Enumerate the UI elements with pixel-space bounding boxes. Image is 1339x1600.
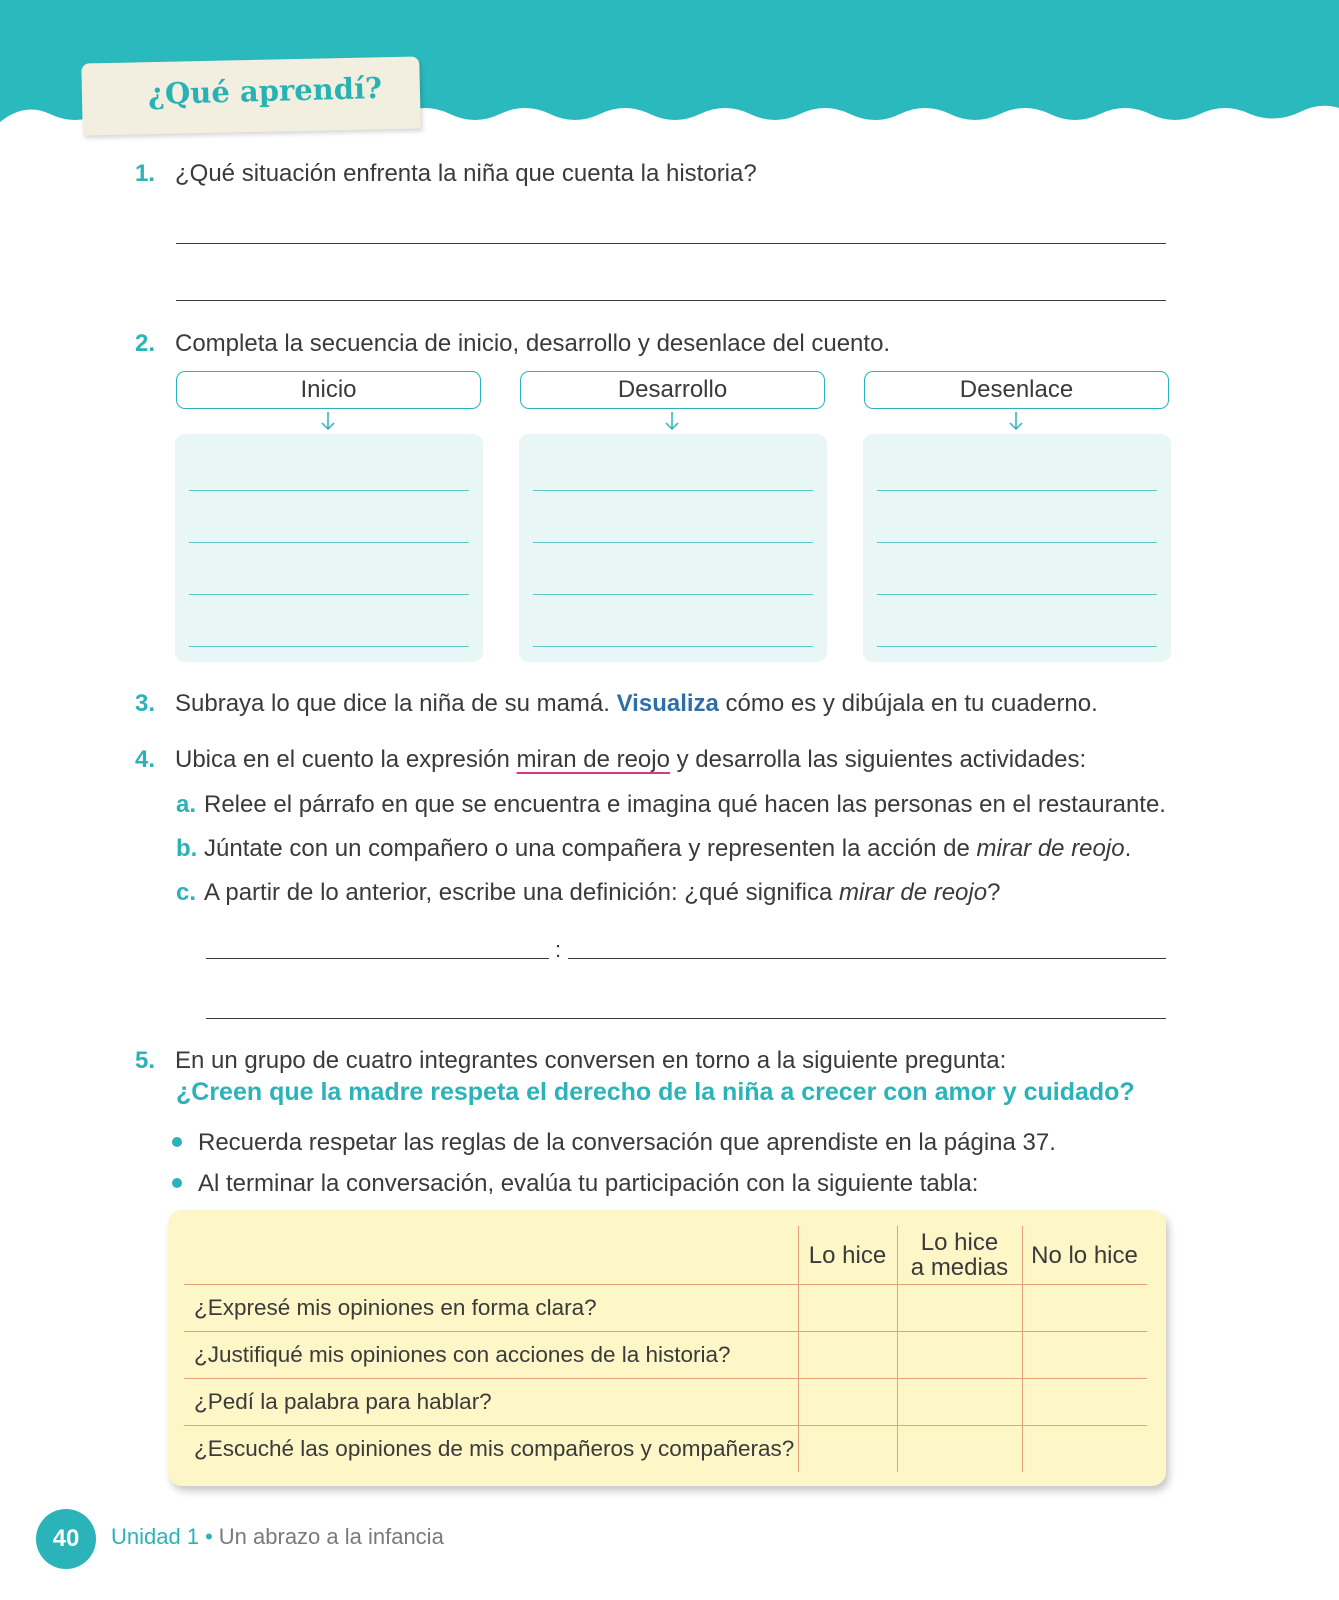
question-5 [135,1047,1006,1075]
definition-line[interactable] [568,958,1166,959]
definition-line[interactable] [206,1018,1166,1019]
question-number: 4. [135,746,156,773]
row-question: ¿Pedí la palabra para hablar? [184,1379,798,1426]
checkbox-cell[interactable] [1022,1285,1147,1332]
writing-line [533,594,813,595]
checkbox-cell[interactable] [798,1426,897,1473]
punctuation: ? [987,879,1001,906]
checkbox-cell[interactable] [798,1285,897,1332]
bullet-item [172,1129,1056,1157]
writing-line [533,542,813,543]
table-row [184,1379,1147,1426]
answer-line[interactable] [176,243,1166,244]
header-line-2: a medias [910,1254,1009,1281]
bullet-dot [172,1137,182,1147]
bullet-text: Recuerda respetar las reglas de la conversación que aprendiste en la página 37. [198,1129,1056,1156]
checkbox-cell[interactable] [1022,1426,1147,1473]
checkbox-cell[interactable] [897,1285,1022,1332]
writing-line [877,646,1157,647]
header-line-1: Lo hice [920,1229,999,1256]
sequence-header-inicio: Inicio [176,371,481,409]
arrow-down-icon [1006,410,1026,432]
subquestion-a [176,791,1166,819]
page-title: ¿Qué aprendí? [147,70,383,112]
header-lo-hice: Lo hice [798,1226,897,1285]
question-1 [135,160,757,188]
table-header-blank [184,1226,798,1285]
subquestion-text: Júntate con un compañero o una compañera y representen la acción de [204,835,977,862]
question-text: ¿Qué situación enfrenta la niña que cuenta la historia? [175,160,757,187]
checkbox-cell[interactable] [897,1426,1022,1473]
footer-label [111,1524,444,1550]
checkbox-cell[interactable] [1022,1332,1147,1379]
question-3 [135,690,1098,718]
arrow-down-icon [318,410,338,432]
question-2 [135,330,890,358]
header-no-lo-hice: No lo hice [1022,1226,1147,1285]
bullet-item [172,1170,978,1198]
colon-separator: : [555,937,562,962]
sequence-header-desarrollo: Desarrollo [520,371,825,409]
answer-line[interactable] [176,300,1166,301]
subquestion-letter: b. [176,835,198,862]
question-text: cómo es y dibújala en tu cuaderno. [718,690,1098,717]
checkbox-cell[interactable] [1022,1379,1147,1426]
question-number: 2. [135,330,156,357]
bullet-dot [172,1178,182,1188]
row-question: ¿Escuché las opiniones de mis compañeros y compañeras? [194,1436,795,1461]
writing-line [877,490,1157,491]
sequence-header-desenlace: Desenlace [864,371,1169,409]
evaluation-card [168,1210,1166,1486]
question-4 [135,746,1086,774]
writing-line [189,646,469,647]
subquestion-text: Relee el párrafo en que se encuentra e imagina qué hacen las personas en el restaurante. [204,791,1166,818]
question-number: 5. [135,1047,156,1074]
separator-dot: • [205,1524,213,1549]
table-row [184,1332,1147,1379]
subquestion-c [176,879,1000,907]
question-text: Subraya lo que dice la niña de su mamá. [175,690,617,717]
question-text: En un grupo de cuatro integrantes conversen en torno a la siguiente pregunta: [175,1047,1007,1074]
unit-subtitle: Un abrazo a la infancia [218,1524,444,1549]
checkbox-cell[interactable] [897,1379,1022,1426]
italic-expression: mirar de reojo [976,835,1125,862]
subquestion-letter: a. [176,791,197,818]
checkbox-cell[interactable] [897,1332,1022,1379]
sequence-box-desenlace[interactable] [863,434,1171,662]
discussion-question: ¿Creen que la madre respeta el derecho de la niña a crecer con amor y cuidado? [176,1078,1135,1106]
writing-line [533,646,813,647]
table-row [184,1285,1147,1332]
underlined-expression: miran de reojo [516,746,670,773]
highlight-word: Visualiza [616,690,719,717]
subquestion-letter: c. [176,879,197,906]
writing-line [877,542,1157,543]
arrow-down-icon [662,410,682,432]
writing-line [533,490,813,491]
question-text: Ubica en el cuento la expresión [175,746,517,773]
sequence-box-desarrollo[interactable] [519,434,827,662]
question-number: 1. [135,160,156,187]
unit-label: Unidad 1 [111,1524,200,1549]
question-text: Completa la secuencia de inicio, desarrollo y desenlace del cuento. [175,330,891,357]
table-header-row [184,1226,1147,1285]
page-number-badge: 40 [36,1509,96,1569]
row-question: ¿Expresé mis opiniones en forma clara? [184,1285,798,1332]
question-text: y desarrolla las siguientes actividades: [669,746,1087,773]
evaluation-table [184,1226,1147,1472]
bullet-text: Al terminar la conversación, evalúa tu participación con la siguiente tabla: [198,1170,979,1197]
question-number: 3. [135,690,156,717]
writing-line [189,594,469,595]
checkbox-cell[interactable] [798,1379,897,1426]
checkbox-cell[interactable] [798,1332,897,1379]
header-lo-hice-a-medias [897,1226,1022,1285]
italic-expression: mirar de reojo [839,879,988,906]
row-question: ¿Justifiqué mis opiniones con acciones de la historia? [184,1332,798,1379]
subquestion-b [176,835,1131,863]
term-line[interactable] [206,958,549,959]
table-row [184,1426,1147,1473]
writing-line [877,594,1157,595]
writing-line [189,542,469,543]
sequence-box-inicio[interactable] [175,434,483,662]
writing-line [189,490,469,491]
subquestion-text: A partir de lo anterior, escribe una definición: ¿qué significa [204,879,840,906]
punctuation: . [1124,835,1132,862]
